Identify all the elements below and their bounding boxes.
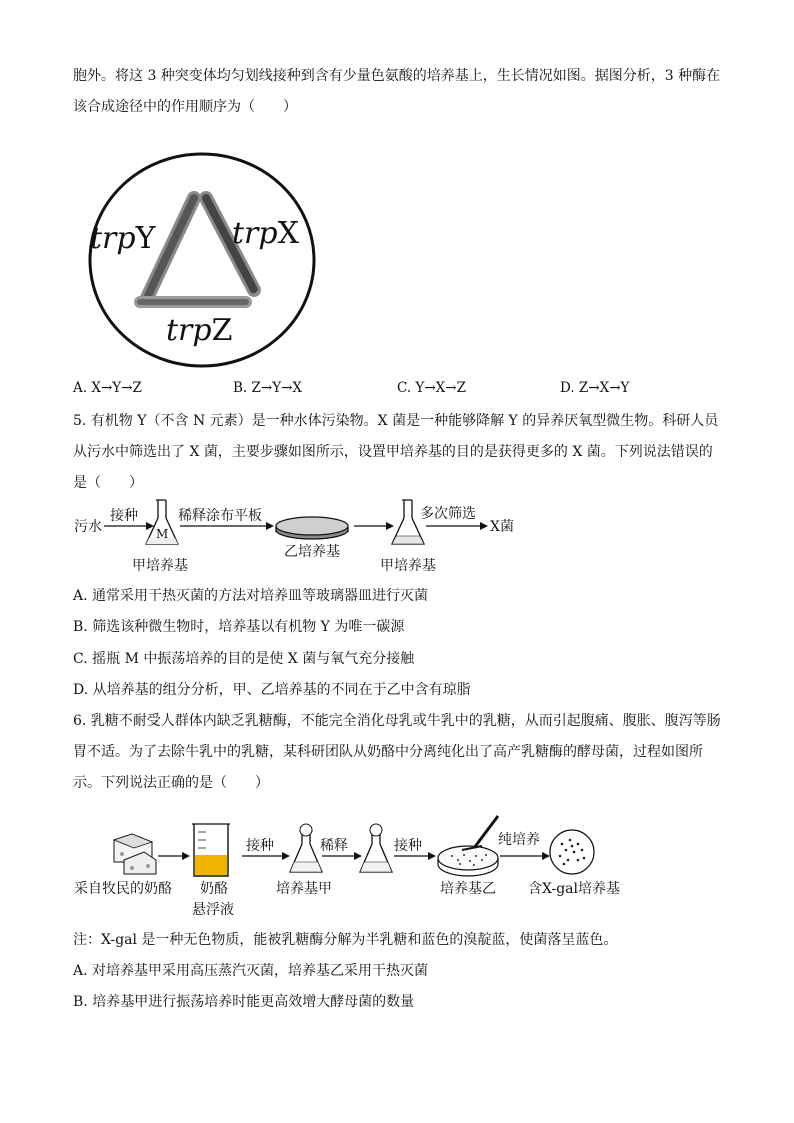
- label-suspension-1: 奶酪: [200, 881, 228, 897]
- q6-figure-flow: [70, 800, 630, 922]
- flask-m: [146, 500, 178, 544]
- q5-option-a: A. 通常采用干热灭菌的方法对培养皿等玻璃器皿进行灭菌: [73, 588, 429, 604]
- q5-option-b: B. 筛选该种微生物时，培养基以有机物 Y 为唯一碳源: [73, 619, 405, 635]
- label-trp-y: trpY: [90, 221, 156, 256]
- label-trp-x: trpX: [232, 216, 299, 251]
- label-multi-screen: 多次筛选: [420, 506, 476, 522]
- label-inoculate-1: 接种: [246, 838, 274, 854]
- label-dilute: 稀释: [320, 838, 348, 854]
- label-cheese: 采自牧民的奶酪: [74, 881, 172, 897]
- q4-option-c: C. Y→X→Z: [397, 380, 466, 396]
- label-medium-yi: 培养基乙: [440, 881, 496, 897]
- q4-figure-petri-dish: [86, 150, 318, 370]
- label-medium-yi: 乙培养基: [284, 544, 340, 560]
- label-x-bacteria: X菌: [490, 519, 514, 535]
- label-inoculate: 接种: [110, 508, 138, 524]
- label-pure-culture: 纯培养: [498, 832, 540, 848]
- q6-note: 注：X-gal 是一种无色物质，能被乳糖酶分解为半乳糖和蓝色的溴靛蓝，使菌落呈蓝色。: [73, 932, 618, 948]
- q4-option-a: A. X→Y→Z: [73, 380, 142, 396]
- plate-yi: [276, 517, 348, 539]
- flask-diluted-icon: [360, 824, 392, 872]
- label-dilute-plate: 稀释涂布平板: [178, 508, 262, 524]
- q6-text-line-2: 胃不适。为了去除牛乳中的乳糖，某科研团队从奶酪中分离纯化出了高产乳糖酶的酵母菌，过程如图所: [73, 744, 703, 760]
- label-inoculate-2: 接种: [394, 838, 422, 854]
- label-xgal-medium: 含X-gal培养基: [528, 881, 620, 897]
- q4-option-d: D. Z→X→Y: [560, 380, 630, 396]
- q4-text-line-2: 该合成途径中的作用顺序为（ ）: [73, 99, 297, 115]
- q5-figure-flow: [70, 498, 530, 580]
- q5-text-line-1: 5. 有机物 Y（不含 N 元素）是一种水体污染物。X 菌是一种能够降解 Y 的异养厌氧型微生物。科研人员: [73, 413, 719, 429]
- q6-text-line-3: 示。下列说法正确的是（ ）: [73, 775, 269, 791]
- label-medium-jia-1: 甲培养基: [132, 558, 188, 574]
- svg-text:M: M: [156, 527, 169, 541]
- q6-text-line-1: 6. 乳糖不耐受人群体内缺乏乳糖酶，不能完全消化母乳或牛乳中的乳糖，从而引起腹痛、腹胀、腹泻等肠: [73, 713, 721, 729]
- q5-text-line-3: 是（ ）: [73, 475, 143, 491]
- flask-medium-jia-icon: [290, 824, 322, 872]
- q5-text-line-2: 从污水中筛选出了 X 菌，主要步骤如图所示，设置甲培养基的目的是获得更多的 X 菌。下列说法错误的: [73, 444, 713, 460]
- beaker-icon: [192, 824, 230, 876]
- q6-option-b: B. 培养基甲进行振荡培养时能更高效增大酵母菌的数量: [73, 994, 415, 1010]
- q6-option-a: A. 对培养基甲采用高压蒸汽灭菌，培养基乙采用干热灭菌: [73, 963, 429, 979]
- label-sewage: 污水: [74, 519, 102, 535]
- cheese-icon: [114, 834, 156, 874]
- q5-option-d: D. 从培养基的组分分析，甲、乙培养基的不同在于乙中含有琼脂: [73, 682, 471, 698]
- plate-xgal-icon: [550, 830, 594, 874]
- label-suspension-2: 悬浮液: [192, 902, 234, 918]
- label-medium-jia: 培养基甲: [276, 881, 332, 897]
- q4-option-b: B. Z→Y→X: [233, 380, 303, 396]
- plate-medium-yi-icon: [438, 816, 498, 876]
- q5-option-c: C. 摇瓶 M 中振荡培养的目的是使 X 菌与氧气充分接触: [73, 651, 415, 667]
- label-medium-jia-2: 甲培养基: [380, 558, 436, 574]
- label-trp-z: trpZ: [166, 313, 233, 348]
- q4-text-line-1: 胞外。将这 3 种突变体均匀划线接种到含有少量色氨酸的培养基上，生长情况如图。据图分析，3 种酶在: [73, 68, 721, 84]
